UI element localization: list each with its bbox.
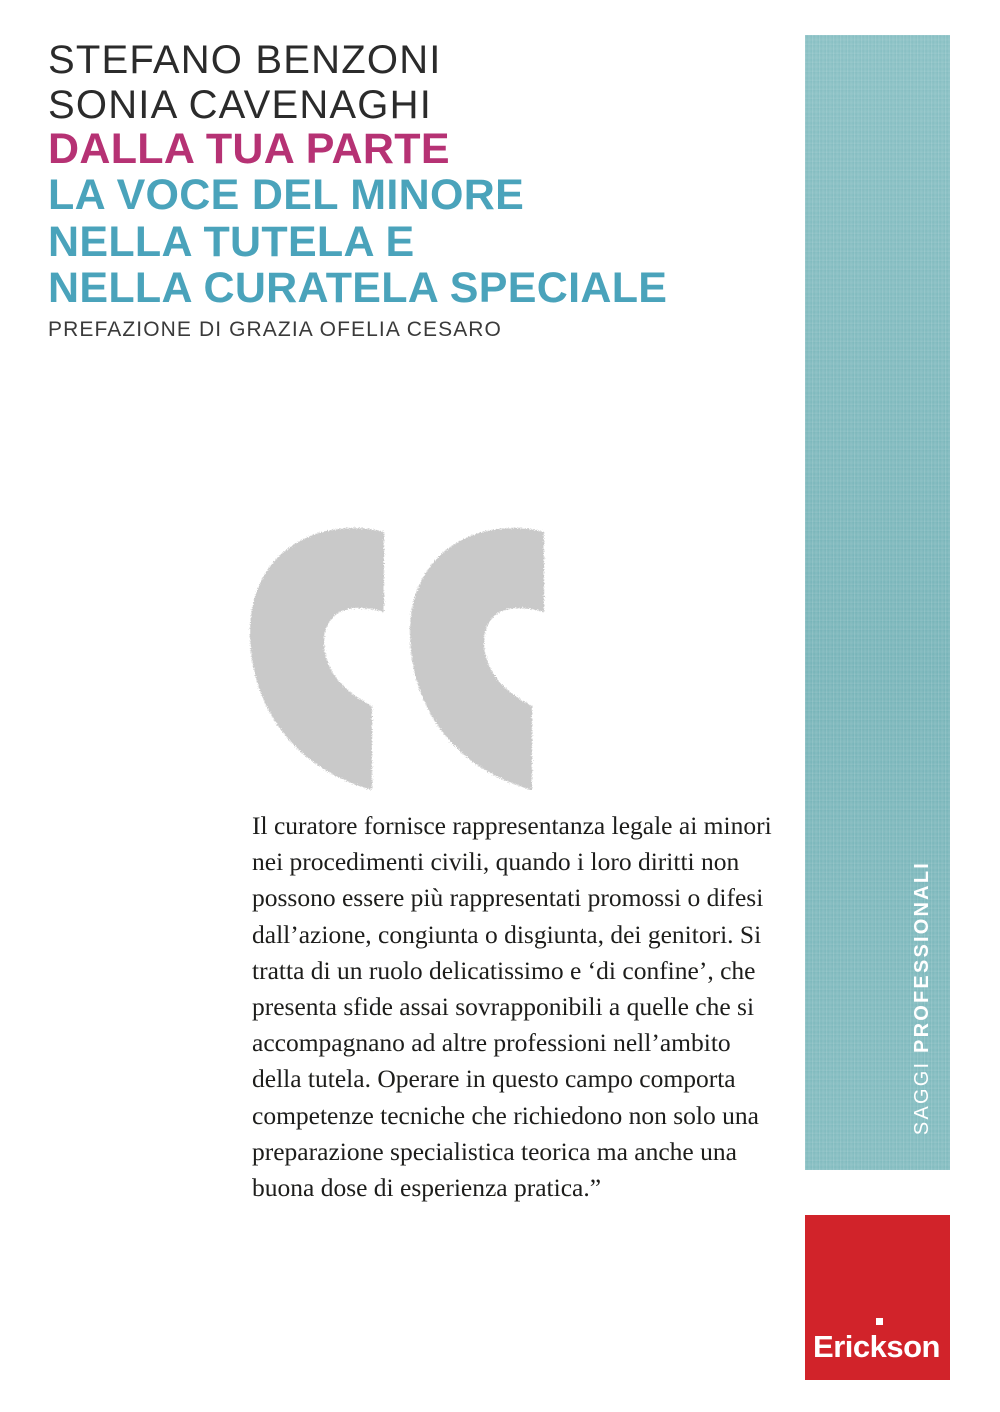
title-line-2: LA VOCE DEL MINORE xyxy=(48,171,525,220)
title-line-1: DALLA TUA PARTE xyxy=(48,125,450,173)
series-label xyxy=(912,861,932,1135)
author-name-2: SONIA CAVENAGHI xyxy=(48,82,433,127)
author-names xyxy=(48,38,748,128)
title-line-3: NELLA TUTELA E xyxy=(48,217,415,266)
book-title xyxy=(48,126,788,312)
publisher-name xyxy=(813,1331,940,1362)
publisher-logo xyxy=(805,1215,950,1380)
title-line-4: NELLA CURATELA SPECIALE xyxy=(48,264,668,313)
author-name-1: STEFANO BENZONI xyxy=(48,38,442,82)
quotation-mark-icon xyxy=(232,520,572,805)
publisher-name-text: Erickson xyxy=(813,1329,940,1364)
series-label-bold: PROFESSIONALI xyxy=(911,860,933,1053)
preface-credit: PREFAZIONE DI GRAZIA OFELIA CESARO xyxy=(48,318,502,341)
series-label-light: SAGGI xyxy=(911,1052,933,1135)
logo-dot-icon xyxy=(876,1318,883,1325)
series-band xyxy=(805,35,950,1170)
cover-quote: Il curatore fornisce rappresentanza legale ai minori nei procedimenti civili, quando i loro diritti non possono essere più rappresentati promossi o difesi dall’azione, congiunta o disgiunta, dei genitori. Si tratta di un ruolo delicatissimo e ‘di confine’, che presenta sfide assai sovrapponibili a quelle che si accompagnano ad altre professioni nell’ambito della tutela. Operare in questo campo comporta competenze tecniche che richiedono non solo una preparazione specialistica teorica ma anche una buona dose di esperienza pratica.” xyxy=(252,811,772,1203)
